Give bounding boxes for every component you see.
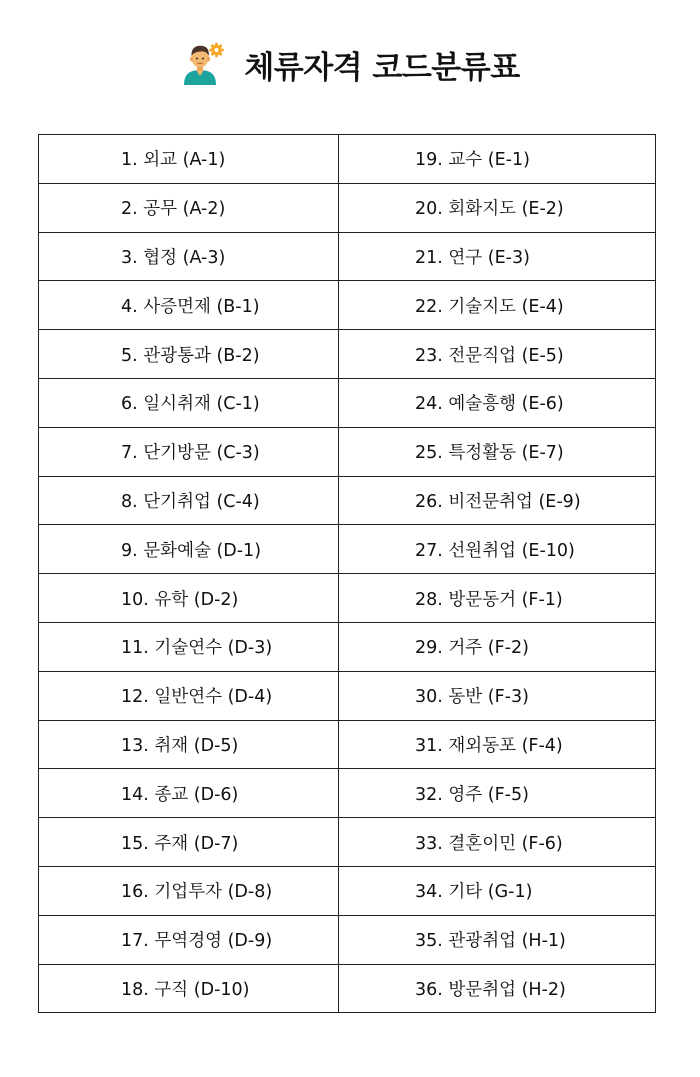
table-cell-left: 9. 문화예술 (D-1) [39,525,339,574]
table-cell-right: 25. 특정활동 (E-7) [339,427,656,476]
table-cell-left: 5. 관광통과 (B-2) [39,330,339,379]
table-cell-left: 2. 공무 (A-2) [39,183,339,232]
table-row [39,427,656,476]
table-cell-right: 19. 교수 (E-1) [339,135,656,184]
table-cell-right: 36. 방문취업 (H-2) [339,964,656,1013]
table-cell-left: 8. 단기취업 (C-4) [39,476,339,525]
table-cell-right: 20. 회화지도 (E-2) [339,183,656,232]
table-row [39,135,656,184]
table-cell-left: 4. 사증면제 (B-1) [39,281,339,330]
table-cell-right: 27. 선원취업 (E-10) [339,525,656,574]
table-cell-right: 24. 예술흥행 (E-6) [339,378,656,427]
table-row [39,525,656,574]
person-technologist-emoji-icon [180,41,226,87]
page-header [0,38,700,90]
table-cell-right: 34. 기타 (G-1) [339,866,656,915]
table-cell-right: 31. 재외동포 (F-4) [339,720,656,769]
table-cell-right: 21. 연구 (E-3) [339,232,656,281]
table-cell-right: 33. 결혼이민 (F-6) [339,818,656,867]
table-cell-left: 14. 종교 (D-6) [39,769,339,818]
table-cell-left: 3. 협정 (A-3) [39,232,339,281]
table-cell-right: 26. 비전문취업 (E-9) [339,476,656,525]
table-row [39,378,656,427]
table-row [39,915,656,964]
table-row [39,769,656,818]
table-cell-right: 32. 영주 (F-5) [339,769,656,818]
table-cell-left: 17. 무역경영 (D-9) [39,915,339,964]
table-row [39,964,656,1013]
table-cell-left: 7. 단기방문 (C-3) [39,427,339,476]
table-cell-right: 28. 방문동거 (F-1) [339,574,656,623]
visa-code-table-container [38,134,655,1013]
table-row [39,622,656,671]
table-cell-left: 15. 주재 (D-7) [39,818,339,867]
table-cell-right: 29. 거주 (F-2) [339,622,656,671]
table-cell-left: 10. 유학 (D-2) [39,574,339,623]
table-row [39,574,656,623]
table-cell-right: 30. 동반 (F-3) [339,671,656,720]
table-row [39,866,656,915]
table-cell-right: 22. 기술지도 (E-4) [339,281,656,330]
table-cell-left: 18. 구직 (D-10) [39,964,339,1013]
table-row [39,232,656,281]
table-cell-left: 11. 기술연수 (D-3) [39,622,339,671]
table-cell-left: 16. 기업투자 (D-8) [39,866,339,915]
page-title: 체류자격 코드분류표 [244,49,520,86]
table-row [39,671,656,720]
table-cell-right: 35. 관광취업 (H-1) [339,915,656,964]
table-cell-left: 12. 일반연수 (D-4) [39,671,339,720]
table-row [39,330,656,379]
table-row [39,818,656,867]
visa-code-table [38,134,656,1013]
table-cell-left: 1. 외교 (A-1) [39,135,339,184]
table-row [39,281,656,330]
visa-code-table-body [39,135,656,1013]
table-cell-left: 13. 취재 (D-5) [39,720,339,769]
table-row [39,183,656,232]
table-row [39,476,656,525]
table-cell-left: 6. 일시취재 (C-1) [39,378,339,427]
table-row [39,720,656,769]
table-cell-right: 23. 전문직업 (E-5) [339,330,656,379]
